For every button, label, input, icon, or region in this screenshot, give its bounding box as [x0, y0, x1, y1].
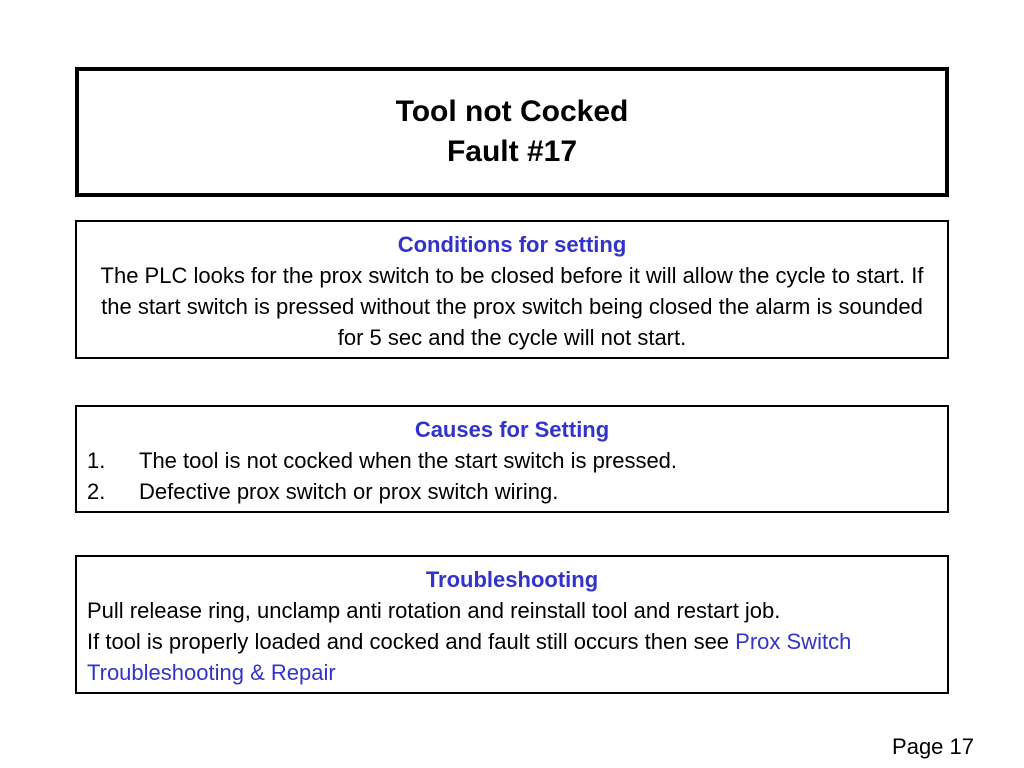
cause-item	[87, 476, 937, 507]
troubleshooting-step-2-text: If tool is properly loaded and cocked and fault still occurs then see	[87, 629, 736, 654]
cause-item	[87, 445, 937, 476]
troubleshooting-box	[75, 555, 949, 694]
prox-switch-troubleshooting-link[interactable]: Prox Switch Troubleshooting & Repair	[87, 629, 852, 685]
troubleshooting-step-1: Pull release ring, unclamp anti rotation and reinstall tool and restart job.	[87, 598, 781, 623]
cause-number: 2.	[87, 479, 106, 504]
title-line-2: Fault #17	[446, 135, 578, 168]
causes-box	[75, 405, 949, 513]
causes-heading: Causes for Setting	[414, 417, 610, 442]
conditions-text: The PLC looks for the prox switch to be closed before it will allow the cycle to start. If the start switch is pressed without the prox switch being closed the alarm is sounded for 5 sec and the cycle will not start.	[100, 263, 924, 350]
title-line-1: Tool not Cocked	[395, 95, 629, 128]
title-box	[75, 67, 949, 197]
conditions-heading: Conditions for setting	[397, 232, 627, 257]
troubleshooting-step-2	[87, 626, 937, 688]
page-number: Page 17	[892, 734, 974, 759]
conditions-box	[75, 220, 949, 359]
troubleshooting-heading: Troubleshooting	[425, 567, 599, 592]
cause-text: The tool is not cocked when the start switch is pressed.	[139, 448, 678, 473]
cause-text: Defective prox switch or prox switch wiring.	[139, 479, 559, 504]
cause-number: 1.	[87, 448, 106, 473]
